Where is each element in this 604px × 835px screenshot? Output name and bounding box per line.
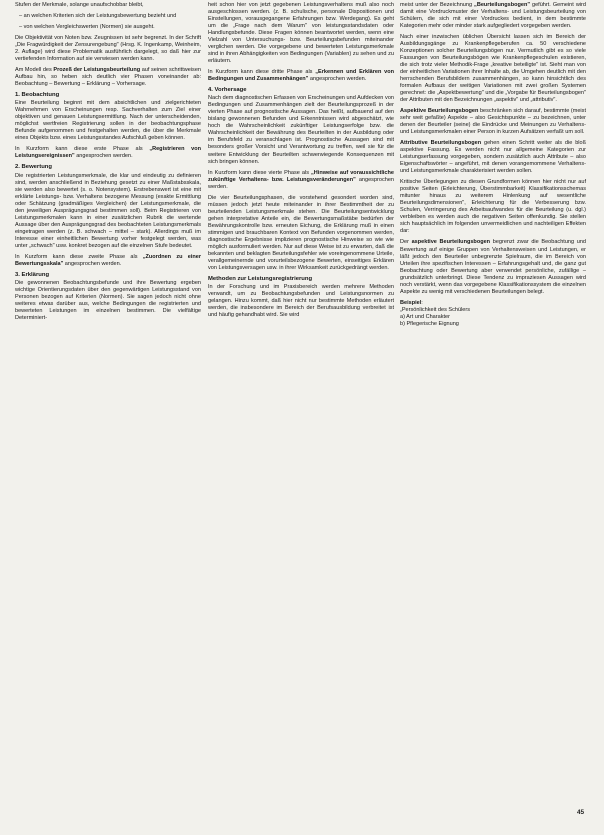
text: Der bbox=[400, 239, 412, 246]
bold-term: „Beurteilungsbogen" bbox=[474, 2, 530, 8]
text: In Kurzform kann diese erste Phase als bbox=[15, 146, 150, 153]
text: : bbox=[421, 299, 423, 306]
text: meist unter der Bezeichnung bbox=[400, 2, 475, 8]
paragraph: In der Forschung und im Praxisbereich werden mehrere Methoden verwandt, um zu Beobachtungsbefunden und Leistungsnormen zu gelangen. Hinzu kommt, daß hier nicht nur bestimmte Methoden erläutert werden, die insbesondere im Bereich der Berufsausbildung verbreitet ist und häufig gehandhabt wird. Sie wird bbox=[208, 283, 394, 319]
text: Am Modell des bbox=[15, 67, 54, 74]
paragraph: „Persönlichkeit des Schülers bbox=[400, 306, 470, 313]
paragraph bbox=[208, 170, 394, 191]
paragraph bbox=[208, 69, 394, 83]
section-heading-erklaerung: 3. Erklärung bbox=[15, 271, 50, 278]
list-item: – von welchen Vergleichswerten (Normen) sie ausgeht. bbox=[19, 24, 155, 31]
paragraph: Nach einer inzwischen üblichen Übersicht lassen sich im Bereich der Ausbildungsgänge zu Krankenpflegeberufen ca. 50 verschiedene Konzeptionen solcher Beurteilungsbögen nur. Vermutlich gibt es so viele Fassungen von Beurteilungsbögen wie Krankenpflegeschulen existieren, die sich trotz vieler Methodik-Frage „kreative beteiligte" ist. Sieht man von der einheitlichen Variationen ihrer Inhalte ab, die Umgehen deutlich mit den herrschenden Berufsbildern zusammenhängen, so kann hinsichtlich des formalen Aufbaus der weitigen Variationen mit zwei großen Systemen gerechnet: die „Aspektbewertung" und die „Vorgabe für Beurteilungsbogen" der Attributen mit den Bezeichnungen „aspektiv" und „attributiv". bbox=[400, 34, 586, 104]
paragraph bbox=[400, 140, 586, 175]
section-heading-vorhersage: 4. Vorhersage bbox=[208, 87, 247, 94]
paragraph: Die registrierten Leistungsmerkmale, die klar und eindeutig zu definieren sind, werden anschließend in Beziehung gesetzt zu einer Maßstabsskala, sie werden also bewertet (s. o. Notensystem). Erstrebenswert ist eine mit erklärte Leistungs- bzw. Verhaltens bezogene Messung (exakte Ermittlung oder Schätzung (gradmäßiges Vergleichen) der Leistungsmerkmale, die den jeweiligen Ausprägungsgrad bestimmen soll). Beim Registrieren von Leistungsmerkmalen kann in einer zusätzlichen Rubrik die wertende Aussage über den Ausprägungsgrad des beobachteten Leistungsmerkmals eingetragen werden (z. B. schwach – mittel – stark). Allerdings muß im Interesse einer einheitlichen Bewertung vorher festgelegt werden, was unter „schwach" usw. konkret bezogen auf die einzelnen Stufe bedeutet. bbox=[15, 172, 201, 249]
bold-term: „Hinweise auf voraussichtliche zukünftige Verhaltens- bzw. Leistungsveränderungen" bbox=[208, 169, 394, 183]
text: angesprochen werden. bbox=[74, 153, 133, 160]
paragraph bbox=[400, 239, 586, 295]
column-middle bbox=[208, 2, 394, 323]
list-item: a) Art und Charakter bbox=[400, 313, 450, 320]
paragraph bbox=[15, 146, 201, 160]
paragraph bbox=[400, 108, 586, 136]
bold-term: „Erkennen und Erklären von Bedingungen und Zusammenhängen" bbox=[208, 69, 395, 83]
paragraph: Die vier Beurteilungsphasen, die vorstehend gesondert worden sind, müssen jedoch jetzt heute miteinander in ihrer Bestimmtheit der zu beurteilenden Leistungsmerkmale stehen. Die Beurteilungsentwicklung gehen interpretative Anteile ein, die Bewertungsmaßstäbe bedürfen der Bewährungskontrolle bzw. erneuten Eichung, die Erklärung muß in einen stimmigen und brauchbaren Kontext von Befunden vorgenommen werden, diagnostische Ergebnisse implizieren prognostische Hinweise so wie wie möglich ausformuliert werden. Nur auf diese Weise ist zu erwarten, daß die bekannten und beklagten Beurteilungsfehler wie voreingenommene Urteile, verallgemeinernde und vorurteilsbezogene Bewerten, einseitiges Erklären von Leistungsversagen usw. in ihrer Wirksamkeit zurückgedrängt werden. bbox=[208, 194, 394, 271]
paragraph: Die gewonnenen Beobachtungsbefunde und ihre Bewertung ergeben wichtige Orientierungsdaten über den gegenwärtigen Leistungsstand von Personen bezogen auf Kriterien (Normen). Sie sagen jedoch nicht ohne weiteres etwas darüber aus, welche Bedingungen die registrierten und bewerteten Leistungen im einzelnen bestimmen. Die vielfältige Determiniert- bbox=[15, 280, 201, 322]
text: auf seinen schrittweisen Aufbau hin, so heben sich deutlich vier Phasen voneinander ab: Beobachtung – Bewertung – Erklärung – Vorhersage. bbox=[15, 67, 202, 88]
paragraph: Stufen der Merkmale, solange unaufschobbar bleibt, bbox=[15, 2, 144, 8]
section-heading-bewertung: 2. Bewertung bbox=[15, 164, 52, 171]
list-item: b) Pflegerische Eignung bbox=[400, 320, 459, 327]
bold-term: „Zuordnen zu einer Bewertungsskala" bbox=[15, 253, 201, 267]
text: angesprochen werden. bbox=[208, 176, 395, 190]
paragraph: Die Objektivität von Noten bzw. Zeugnissen ist sehr begrenzt. In der Schrift „Die Fragwürdigkeit der Zensurengebung" (Hrsg. K. Ingenkamp, Weinheim, 2. Auflage) wird diese Problematik ausführlich dargelegt, so daß hier zur vertiefenden Information auf sie verwiesen werden kann. bbox=[15, 35, 201, 63]
paragraph bbox=[15, 67, 201, 88]
text: In Kurzform kann diese dritte Phase als bbox=[208, 69, 316, 76]
paragraph: Kritische Überlegungen zu diesen Grundformen können hier nicht nur auf positive Seiten (Erleichterung, Überstimmbarkeit) Klassifikationsschemas mitunter hinaus zu weiterem Hinlenkung auf wesentliche Beurteilungsdimensionen", Erleichterung für die Verbesserung bzw. Schulen, Verringerung des Arbeitsaufwandes für die Beurteilung (u. dgl.) verbleiben es werden auch die negativen Seiten offenkundig. Sie stellen sich hauptsächlich im folgenden unvermeidlichen und nachteiligen Effekten dar: bbox=[400, 179, 586, 235]
bold-term: „Registrieren von Leistungsereignissen" bbox=[15, 146, 201, 160]
text: gehen einen Schritt weiter als die bloß aspektive Fassung. Es werden nicht nur allgemeine Kategorien zur Leistungserfassung vorgegeben, sondern zusätzlich auch Attribute – also Eigenschaftswörter – angeführt, mit denen vorangemommene Verhaltens- und Leistungsmerkmale charakterisiert werden sollen. bbox=[400, 140, 586, 175]
text: beschränken sich darauf, bestimmte (meist sehr weit gefaßte) Aspekte – also Gesichtspunkte – zu bezeichnen, unter denen der Beurteiler (seine) die Eindrücke und Meinungen zu Verhaltens- und Leistungsmerkmalen einer Person in kurzen Aufsätzen verfaßt um soll. bbox=[400, 108, 586, 136]
bold-term: Aspektive Beurteilungsbogen bbox=[400, 108, 479, 115]
paragraph bbox=[400, 300, 586, 307]
text: begrenzt zwar die Beobachtung und Bewertung auf einige Gruppen von Verhaltensweisen und Leistungen, er läßt jedoch den Beurteiler unbegrenzte Spielraum, die im Bereich von Urteilen ihre spezifischen Interessen – Erfahrungsgehalt und, die ganz gut Beobachtung oder Bewertung aber verwendet persönliche, zufällige – grundsätzlich unterbringt. Diese Tendenz zu impraziesen Aussagen wird noch verstärkt, wenn das vorgegebene Klassifikationssystem die einzelnen Aspekte zu wenig mit verschiedenen Beurteilungen belegt. bbox=[400, 239, 586, 295]
bold-term: Prozeß der Leistungsbeurteilung bbox=[53, 67, 141, 74]
paragraph bbox=[15, 254, 201, 268]
text: In Kurzform kann diese zweite Phase als bbox=[15, 253, 143, 260]
bold-term: Attributive Beurteilungsbogen bbox=[400, 140, 482, 147]
paragraph: Nach dem diagnostischen Erfassen von Erscheinungen und Aufdecken von Bedingungen und Zusammenhängen zielt der Beurteilungsprozeß in der vierten Phase auf prognostische Aussagen. Das heißt, aufbauend auf den bislang gewonnenen Befunden und Erkenntnissen wird abgeschätzt, wie hoch die Wahrscheinlichkeit zukünftiger Leistungserfolge bzw. die Wahrscheinlichkeit der Bewährung des Beurteilten in der Ausbildung oder im Berufsfeld zu veranschlagen ist. Prognostische Aussagen sind mit besonders großer Vorsicht und Verantwortung zu treffen, weil sie für die weitere Entwicklung der Beurteilten schwerwiegende Konsequenzen mit sich bringen können. bbox=[208, 95, 394, 165]
paragraph bbox=[400, 2, 586, 30]
text: angesprochen werden. bbox=[63, 260, 122, 267]
column-right bbox=[400, 2, 586, 332]
list-item: – an welchen Kriterien sich der Leistungsbewertung bezieht und bbox=[19, 13, 177, 20]
paragraph: heit schon hier von jetzt gegebenen Leistungsverhaltens muß also noch ausgeschlossen werden. (z. B. schulische, personale Dispositionen und Einstellungen, vorausgegangene Erfahrungen bzw. Werdegang). Es geht um die „Frage nach dem Warum" von leistungsstandsdaten oder Handlungsbefunde. Diese Fragen können beantwortet werden, wenn eine Vielzahl von Untersuchungs- bzw. Beurteilungsbefunden miteinander verglichen werden. Die vorgegebene und bewerteten Leistungsmerkmale sind in ihren Abhängigkeiten von Bedingungen (Variablen) zu sehen und zu erläutern. bbox=[208, 2, 394, 65]
section-heading-methoden: Methoden zur Leistungsregistrierung bbox=[208, 275, 313, 282]
page-number: 45 bbox=[577, 809, 585, 816]
section-heading-beobachtung: 1. Beobachtung bbox=[15, 92, 60, 99]
text: angesprochen werden. bbox=[308, 76, 367, 83]
bold-term: Beispiel bbox=[400, 299, 422, 306]
paragraph: Eine Beurteilung beginnt mit dem absichtlichen und zielgerichteten Wahrnehmen von Erscheinungen resp. Sachverhalten zum Ziel einer objektiven und genauen Leistungsermittlung. Nach der unterscheidenden, möglichst wertfreien Registrierung sollen in der beobachtungsphase Befunde aufgenommen und festgehalten werden, die über die Merkmale eines Objekts bzw. eines Leistungsstandes Aufschluß geben können. bbox=[15, 100, 201, 142]
column-left bbox=[15, 2, 201, 326]
text: geführt. Gemeint wird damit eine Vordruckmuster der Verhaltens- und Leistungsbeurteilung von Schülern, die sich mit einer Vordruckes bedient, in dem bestimmte Kategorien mehr oder minder stark aufgegliedert vorgegeben werden. bbox=[400, 2, 586, 30]
bold-term: aspektive Beurteilungsbogen bbox=[411, 239, 491, 246]
text: In Kurzform kann diese vierte Phase als bbox=[208, 169, 312, 176]
